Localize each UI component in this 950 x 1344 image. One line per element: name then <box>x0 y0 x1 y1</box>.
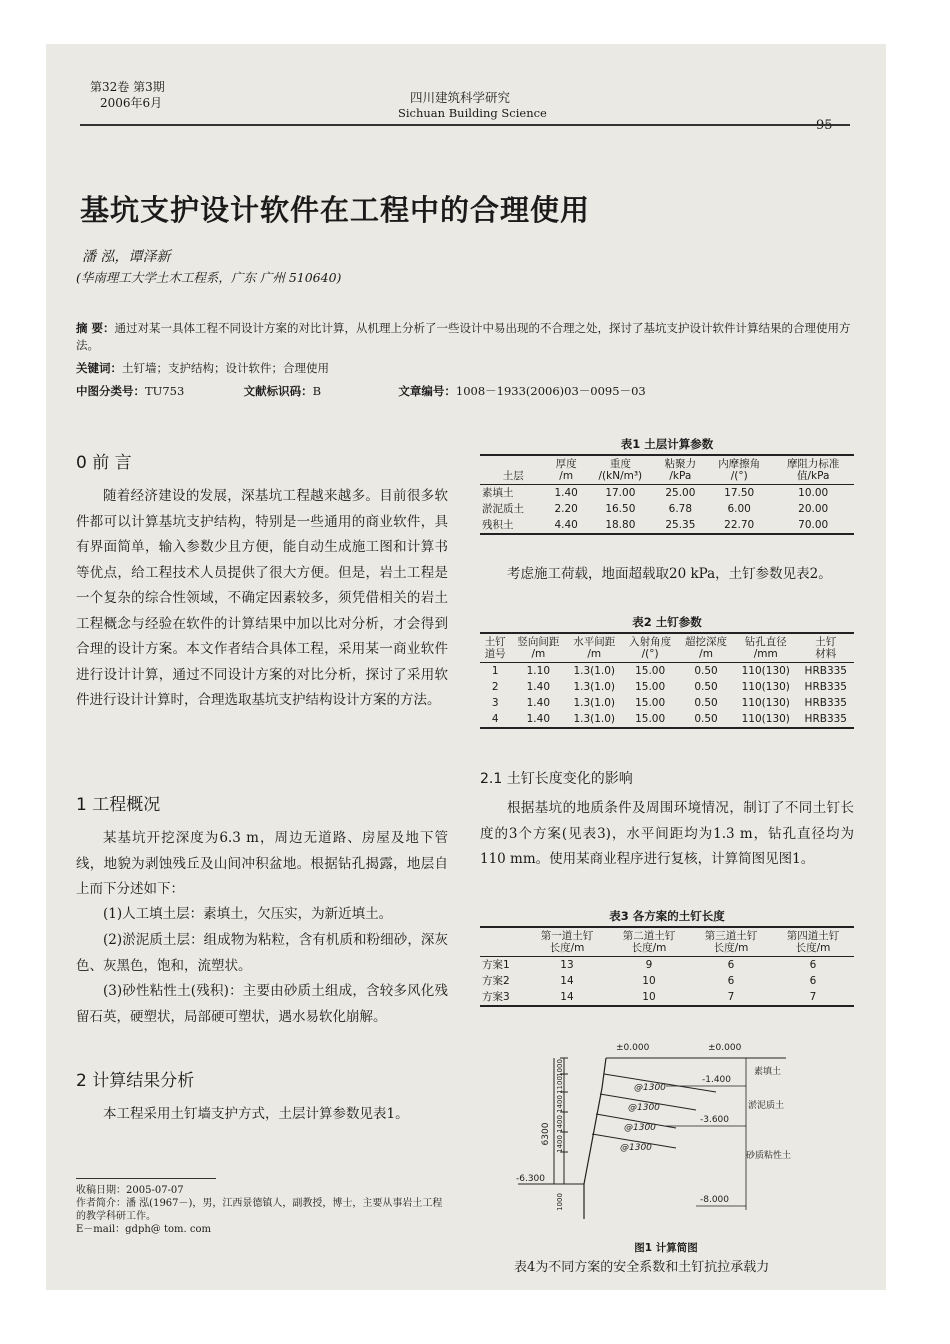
base-elevation: -6.300 <box>516 1174 546 1184</box>
table1-cell: 1.40 <box>554 487 578 499</box>
journal-page <box>46 44 886 1290</box>
table3-cell: 7 <box>809 991 817 1003</box>
table2-cell: 2 <box>491 681 499 693</box>
spacing-1: 1000 <box>556 1059 564 1077</box>
section-2-title: 2 计算结果分析 <box>76 1071 195 1091</box>
abstract <box>76 320 854 354</box>
table2-cell: HRB335 <box>804 697 847 709</box>
table1-cell: 10.00 <box>798 487 829 499</box>
bottom-spacing: 1000 <box>556 1193 564 1211</box>
table1-cell: 2.20 <box>554 503 578 515</box>
table2-cell: 0.50 <box>694 697 718 709</box>
table1-header-0: 土层 <box>502 470 524 482</box>
table3-cell: 7 <box>727 991 735 1003</box>
table1-cell: 25.35 <box>665 519 696 531</box>
table2-cell: 1.3(1.0) <box>573 713 616 725</box>
table1-header-4: 内摩擦角 /(°) <box>718 458 761 482</box>
received-date: 收稿日期：2005-07-07 <box>76 1185 184 1196</box>
table1-cell: 16.50 <box>605 503 636 515</box>
table-1 <box>480 454 854 535</box>
author-bio: 作者简介：潘 泓(1967－)，男，江西景德镇人，副教授，博士，主要从事岩土工程的教学科研工作。 <box>76 1198 443 1222</box>
doc-code-label: 文献标识码： <box>243 384 313 398</box>
table2-cell: 1.3(1.0) <box>573 697 616 709</box>
depth-label: 6300 <box>541 1122 551 1146</box>
authors: 潘 泓，谭泽新 <box>82 249 171 265</box>
keywords-label: 关键词： <box>76 361 122 375</box>
spacing-5: 1400 <box>556 1135 564 1153</box>
article-no-label: 文章编号： <box>398 384 456 398</box>
section-1-layer-2: (2)淤泥质土层：组成物为粘粒，含有机质和粉细砂，深灰色、灰黑色，饱和，流塑状。 <box>76 932 448 974</box>
table-row <box>480 957 854 974</box>
table3-header-1: 第一道土钉 长度/m <box>540 930 594 954</box>
table2-cell: 0.50 <box>694 665 718 677</box>
table2-cell: 15.00 <box>635 697 666 709</box>
section-2-paragraph: 本工程采用土钉墙支护方式，土层计算参数见表1。 <box>103 1106 409 1122</box>
table2-cell: 110(130) <box>741 713 790 725</box>
abstract-text: 通过对某一具体工程不同设计方案的对比计算，从机理上分析了一些设计中易出现的不合理之处，探讨了基坑支护设计软件计算结果的合理使用方法。 <box>76 321 851 352</box>
table1-header-3: 粘聚力 /kPa <box>664 458 697 482</box>
table3-cell: 13 <box>560 959 574 971</box>
author-email: E－mail：gdph@ tom. com <box>76 1224 211 1235</box>
nail-1-label: @1300 <box>634 1083 666 1093</box>
table3-header-2: 第二道土钉 长度/m <box>622 930 676 954</box>
table1-cell: 4.40 <box>554 519 578 531</box>
table1-header-5: 摩阻力标准 值/kPa <box>786 458 840 482</box>
section-0-title: 0 前 言 <box>76 453 132 473</box>
footnote-rule <box>76 1178 216 1179</box>
table1-cell: 20.00 <box>798 503 829 515</box>
table1-cell: 17.50 <box>724 487 755 499</box>
section-1-paragraph-1: 某基坑开挖深度为6.3 m，周边无道路、房屋及地下管线，地貌为剥蚀残丘及山间冲积盆地。根据钻孔揭露，地层自上而下分述如下： <box>76 830 448 897</box>
table1-cell: 18.80 <box>605 519 636 531</box>
table-row <box>480 989 854 1006</box>
table2-cell: 110(130) <box>741 681 790 693</box>
table2-cell: 0.50 <box>694 713 718 725</box>
classification-line <box>76 383 716 400</box>
journal-name-en: Sichuan Building Science <box>398 106 547 120</box>
table-2-caption: 表2 土钉参数 <box>632 615 702 629</box>
table-2 <box>480 632 854 729</box>
table2-cell: HRB335 <box>804 713 847 725</box>
table3-header-3: 第三道土钉 长度/m <box>704 930 758 954</box>
volume-issue: 第32卷 第3期 <box>90 80 165 94</box>
table1-header-2: 重度 /(kN/m³) <box>598 458 643 482</box>
table3-cell: 方案3 <box>482 991 510 1003</box>
table-3 <box>480 926 854 1007</box>
table2-cell: 1.3(1.0) <box>573 665 616 677</box>
table-row <box>480 695 854 711</box>
table1-cell: 22.70 <box>724 519 755 531</box>
table1-cell: 6.00 <box>727 503 751 515</box>
table3-header-0 <box>480 927 526 957</box>
article-no-value: 1008－1933(2006)03－0095－03 <box>455 384 646 398</box>
issue-date: 2006年6月 <box>100 96 163 110</box>
header-rule <box>80 124 850 126</box>
table2-cell: 1 <box>491 665 499 677</box>
table2-cell: 0.50 <box>694 681 718 693</box>
footnote <box>76 1184 448 1236</box>
table1-cell: 25.00 <box>665 487 696 499</box>
table2-cell: 1.40 <box>526 697 551 709</box>
journal-name-cn: 四川建筑科学研究 <box>410 90 511 105</box>
table-row <box>480 711 854 728</box>
table2-header-2: 水平间距 /m <box>573 636 616 660</box>
table2-header-3: 入射角度 /(°) <box>629 636 672 660</box>
clc-label: 中图分类号： <box>76 384 145 398</box>
table3-cell: 6 <box>727 975 735 987</box>
abstract-label: 摘 要： <box>76 321 115 335</box>
load-paragraph: 考虑施工荷载，地面超载取20 kPa，土钉参数见表2。 <box>507 566 832 582</box>
table-1-caption: 表1 土层计算参数 <box>620 437 714 451</box>
slope-face <box>584 1058 606 1184</box>
table2-cell: HRB335 <box>804 665 847 677</box>
table3-header-4: 第四道土钉 长度/m <box>786 930 840 954</box>
section-0-paragraph: 随着经济建设的发展，深基坑工程越来越多。目前很多软件都可以计算基坑支护结构，特别是一些通用的商业软件，具有界面简单，输入参数少且方便，能自动生成施工图和计算书等优点，给工程技术人员提供了很大方便。但是，岩土工程是一个复杂的综合性领域，不确定因素较多，须凭借相关的岩土工程概念与经验在软件的计算结果中加以比对分析，才会得到合理的设计方案。本文作者结合具体工程，采用某一商业软件进行设计计算，通过不同设计方案的对比分析，探讨了采用软件进行设计计算时，合理选取基坑支护结构设计方案的方法。 <box>76 488 448 708</box>
table2-header-1: 竖向间距 /m <box>517 636 560 660</box>
table3-cell: 10 <box>642 975 656 987</box>
nail-2-label: @1300 <box>628 1103 660 1113</box>
table-row <box>480 517 854 534</box>
keywords <box>76 360 329 377</box>
table2-header-4: 超挖深度 /m <box>685 636 728 660</box>
table-4-reference: 表4为不同方案的安全系数和土钉抗拉承载力 <box>514 1260 770 1275</box>
section-1-layer-1: (1)人工填土层：素填土，欠压实，为新近填土。 <box>103 906 393 922</box>
nail-4-label: @1300 <box>620 1143 652 1153</box>
table2-cell: 15.00 <box>635 665 666 677</box>
table3-cell: 14 <box>560 991 574 1003</box>
elevation-3: -8.000 <box>700 1195 730 1205</box>
table1-cell: 素填土 <box>482 487 514 499</box>
figure-1-diagram <box>516 1034 816 1234</box>
table1-cell: 6.78 <box>668 503 693 515</box>
section-2-1-title: 2.1 土钉长度变化的影响 <box>480 771 633 787</box>
table2-cell: 1.10 <box>526 665 551 677</box>
table2-cell: 110(130) <box>741 697 790 709</box>
table2-cell: 1.3(1.0) <box>573 681 616 693</box>
layer-1-name: 素填土 <box>754 1067 782 1077</box>
table3-cell: 6 <box>809 959 817 971</box>
figure-1-caption: 图1 计算简图 <box>634 1242 698 1254</box>
table-row <box>480 485 854 502</box>
table2-header-6: 土钉 材料 <box>815 636 837 660</box>
clc-value: TU753 <box>145 384 185 398</box>
elevation-2: -3.600 <box>700 1115 730 1125</box>
elevation-1: -1.400 <box>702 1075 732 1085</box>
table3-cell: 方案2 <box>482 975 510 987</box>
section-2-1-paragraph: 根据基坑的地质条件及周围环境情况，制订了不同土钉长度的3个方案(见表3)，水平间距均为1.3 m，钻孔直径均为110 mm。使用某商业程序进行复核，计算简图见图1。 <box>480 800 854 867</box>
table2-cell: 110(130) <box>741 665 790 677</box>
table2-cell: 4 <box>491 713 499 725</box>
table-3-caption: 表3 各方案的土钉长度 <box>609 909 725 923</box>
article-title: 基坑支护设计软件在工程中的合理使用 <box>80 193 591 227</box>
layer-3-name: 砂质粘性土 <box>746 1151 792 1161</box>
table2-header-5: 钻孔直径 /mm <box>744 636 787 660</box>
table1-cell: 残积土 <box>482 519 514 531</box>
table1-cell: 淤泥质土 <box>482 503 524 515</box>
table2-cell: HRB335 <box>804 681 847 693</box>
section-1-title: 1 工程概况 <box>76 795 161 815</box>
table-row <box>480 679 854 695</box>
table2-cell: 1.40 <box>526 681 551 693</box>
table2-cell: 3 <box>491 697 499 709</box>
nail-3-label: @1300 <box>624 1123 656 1133</box>
top-elevation-right: ±0.000 <box>708 1043 742 1053</box>
table-row <box>480 501 854 517</box>
table2-header-0: 土钉 道号 <box>484 636 506 660</box>
table3-cell: 方案1 <box>482 959 510 971</box>
keywords-text: 土钉墙；支护结构；设计软件；合理使用 <box>122 361 329 375</box>
table3-cell: 6 <box>727 959 735 971</box>
table2-cell: 15.00 <box>635 681 666 693</box>
table1-cell: 70.00 <box>798 519 829 531</box>
affiliation: (华南理工大学土木工程系，广东 广州 510640) <box>76 270 342 285</box>
doc-code-value: B <box>312 384 322 398</box>
layer-2-name: 淤泥质土 <box>748 1101 785 1111</box>
table1-cell: 17.00 <box>605 487 636 499</box>
table-row <box>480 663 854 680</box>
table2-cell: 1.40 <box>526 713 551 725</box>
spacing-4: 1400 <box>556 1115 564 1133</box>
spacing-2: 1100 <box>556 1076 564 1094</box>
table3-cell: 14 <box>560 975 574 987</box>
spacing-3: 1400 <box>556 1095 564 1113</box>
table3-cell: 6 <box>809 975 817 987</box>
section-1-layer-3: (3)砂性粘性土(残积)：主要由砂质土组成，含较多风化残留石英，硬塑状，局部硬可塑状，遇水易软化崩解。 <box>76 983 448 1025</box>
table3-cell: 10 <box>642 991 656 1003</box>
table1-header-1: 厚度 /m <box>555 458 577 482</box>
top-elevation: ±0.000 <box>616 1043 650 1053</box>
table2-cell: 15.00 <box>635 713 666 725</box>
table-row <box>480 973 854 989</box>
table3-cell: 9 <box>645 959 653 971</box>
